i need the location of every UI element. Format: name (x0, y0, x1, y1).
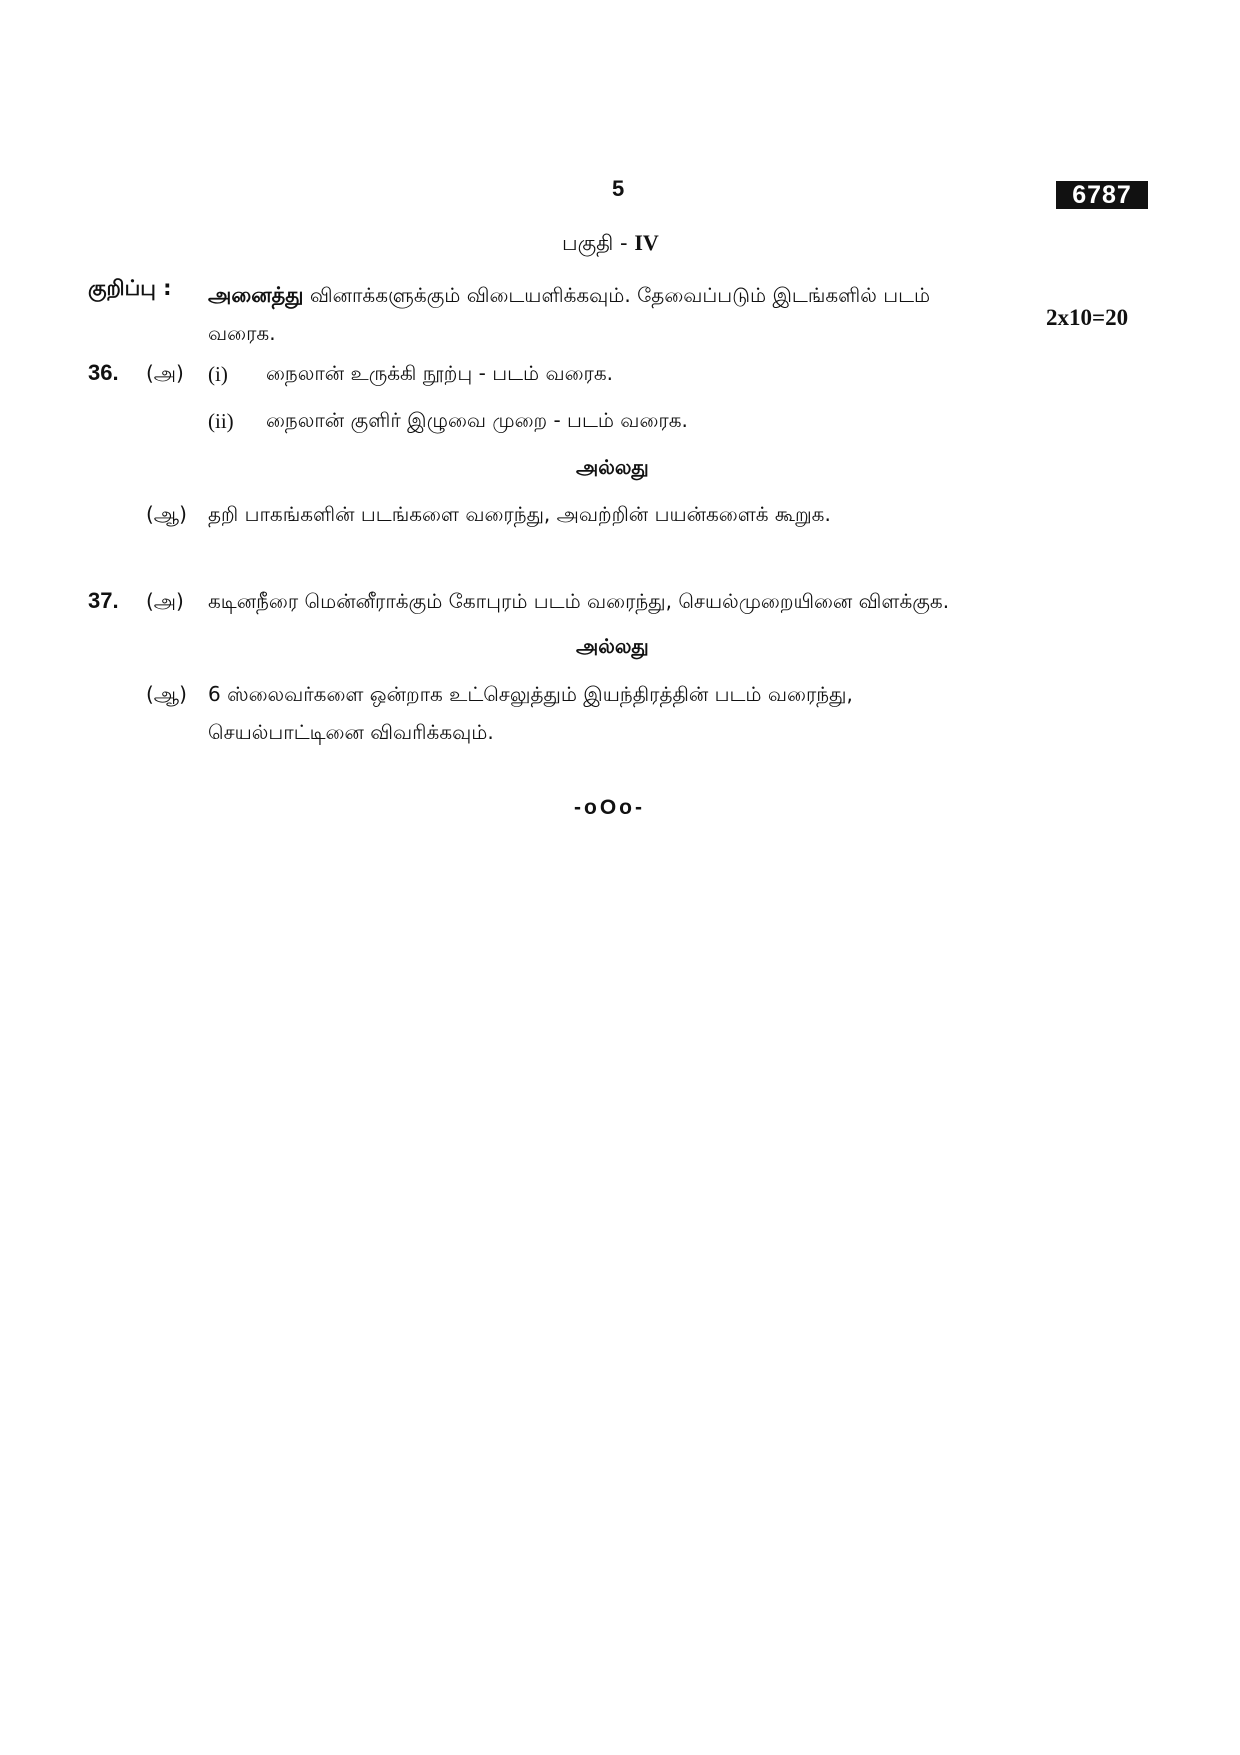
question-36-option-b-label: (ஆ) (146, 502, 187, 526)
question-37-option-a-text: கடினநீரை மென்னீராக்கும் கோபுரம் படம் வரைந்து, செயல்முறையினை விளக்குக. (208, 589, 950, 613)
question-36-part-ii-text: நைலான் குளிர் இழுவை முறை - படம் வரைக. (266, 408, 688, 432)
end-of-paper-mark: -oOo- (574, 796, 645, 819)
note-line-1 (208, 276, 1108, 314)
question-37-option-b-line-2: செயல்பாட்டினை விவரிக்கவும். (208, 720, 494, 744)
note-label: குறிப்பு : (88, 276, 172, 300)
question-36-part-ii-label: (ii) (208, 409, 234, 433)
marks-allocation: 2x10=20 (1046, 305, 1129, 330)
question-36-part-i-label: (i) (208, 362, 228, 386)
question-37-option-b-line-1: 6 ஸ்லைவர்களை ஒன்றாக உட்செலுத்தும் இயந்திரத்தின் படம் வரைந்து, (208, 682, 853, 706)
question-37-option-b-label: (ஆ) (146, 682, 187, 706)
question-36-or-label: அல்லது (576, 455, 649, 479)
question-36-part-i-text: நைலான் உருக்கி நூற்பு - படம் வரைக. (266, 361, 614, 385)
question-36-number: 36. (88, 360, 119, 385)
note-emphasis: அனைத்து (208, 283, 304, 307)
question-36-option-b-text: தறி பாகங்களின் படங்களை வரைந்து, அவற்றின் பயன்களைக் கூறுக. (208, 502, 831, 526)
section-title-tamil: பகுதி - (562, 231, 628, 255)
paper-code-badge: 6787 (1056, 181, 1148, 209)
question-37-number: 37. (88, 588, 119, 613)
note-line-1-rest: வினாக்களுக்கும் விடையளிக்கவும். தேவைப்படும் இடங்களில் படம் (309, 283, 931, 307)
question-37-option-a-label: (அ) (146, 589, 184, 613)
question-37-or-label: அல்லது (576, 634, 649, 658)
question-36-option-a-label: (அ) (146, 361, 184, 385)
note-line-2: வரைக. (208, 321, 276, 345)
section-title (562, 230, 659, 258)
page-number: 5 (612, 176, 625, 201)
note-text (208, 276, 1108, 352)
section-title-roman: IV (634, 230, 659, 255)
